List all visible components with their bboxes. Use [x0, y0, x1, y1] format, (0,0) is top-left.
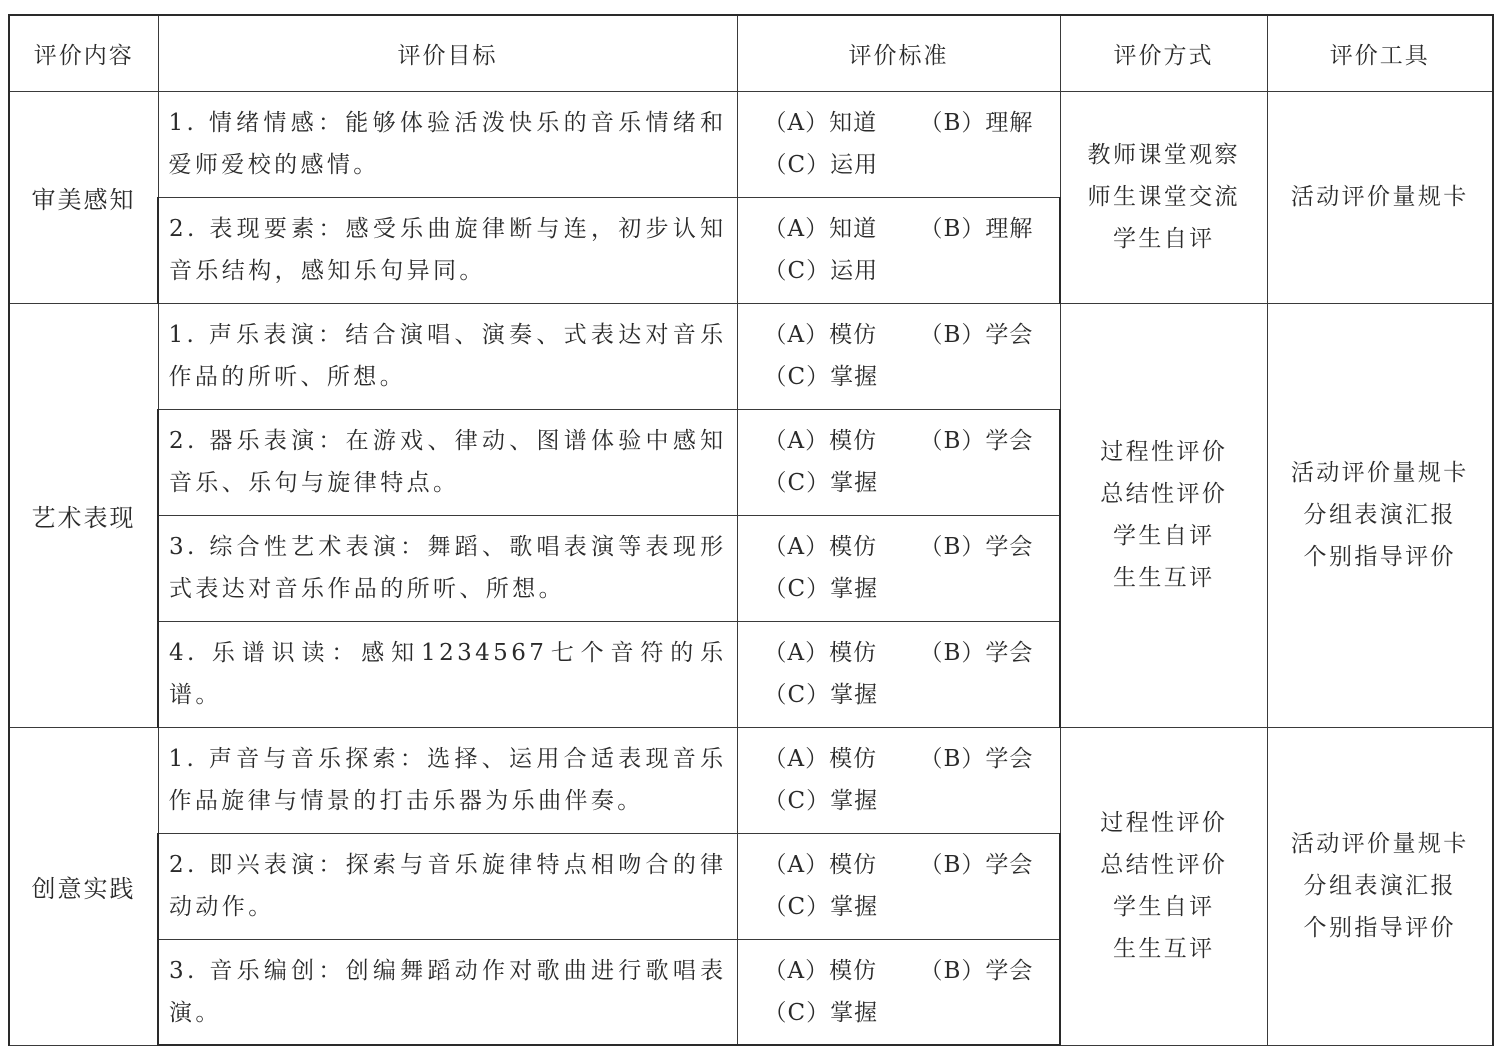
- standard-c: （C）掌握: [763, 682, 879, 708]
- standard-cell: [737, 727, 1060, 833]
- standard-c: （C）掌握: [763, 576, 879, 602]
- tool-item: 活动评价量规卡: [1290, 460, 1469, 486]
- header-content: 评价内容: [9, 15, 158, 91]
- table-row: [9, 303, 1493, 409]
- header-method: 评价方式: [1060, 15, 1267, 91]
- tool-item: 分组表演汇报: [1303, 502, 1456, 528]
- method-item: 总结性评价: [1100, 481, 1228, 507]
- tool-cell: [1267, 91, 1493, 303]
- header-row: [9, 15, 1493, 91]
- goal-cell: 1. 情绪情感：能够体验活泼快乐的音乐情绪和爱师爱校的感情。: [158, 91, 737, 197]
- standard-a: （A）模仿: [763, 322, 878, 348]
- header-tool: 评价工具: [1267, 15, 1493, 91]
- table-row: [9, 91, 1493, 197]
- standard-b: （B）学会: [919, 534, 1034, 560]
- tool-item: 个别指导评价: [1303, 544, 1456, 570]
- goal-cell: 4. 乐谱识读：感知1234567七个音符的乐谱。: [158, 621, 737, 727]
- standard-b: （B）学会: [919, 746, 1034, 772]
- standard-a: （A）模仿: [763, 640, 878, 666]
- tool-cell: [1267, 303, 1493, 727]
- goal-cell: 2. 即兴表演：探索与音乐旋律特点相吻合的律动动作。: [158, 833, 737, 939]
- standard-c: （C）运用: [763, 152, 879, 178]
- standard-a: （A）模仿: [763, 746, 878, 772]
- standard-b: （B）学会: [919, 957, 1034, 984]
- standard-cell: [737, 515, 1060, 621]
- tool-item: 个别指导评价: [1303, 915, 1456, 941]
- category-performance: 艺术表现: [9, 303, 158, 727]
- goal-cell: 2. 器乐表演：在游戏、律动、图谱体验中感知音乐、乐句与旋律特点。: [158, 409, 737, 515]
- method-item: 学生自评: [1112, 226, 1215, 252]
- table-row: [9, 727, 1493, 833]
- standard-c: （C）掌握: [763, 788, 879, 814]
- method-item: 师生课堂交流: [1087, 184, 1240, 210]
- standard-cell: [737, 621, 1060, 727]
- evaluation-table: [8, 14, 1494, 1046]
- standard-a: （A）知道: [763, 110, 878, 136]
- method-item: 生生互评: [1112, 565, 1215, 591]
- standard-a: （A）模仿: [763, 534, 878, 560]
- goal-cell: 1. 声乐表演：结合演唱、演奏、式表达对音乐作品的所听、所想。: [158, 303, 737, 409]
- standard-b: （B）学会: [919, 428, 1034, 454]
- standard-a: （A）模仿: [763, 957, 878, 984]
- category-creative: 创意实践: [9, 727, 158, 1045]
- method-cell: [1060, 91, 1267, 303]
- tool-item: 分组表演汇报: [1303, 873, 1456, 899]
- standard-b: （B）学会: [919, 322, 1034, 348]
- goal-cell: 3. 综合性艺术表演：舞蹈、歌唱表演等表现形式表达对音乐作品的所听、所想。: [158, 515, 737, 621]
- standard-c: （C）掌握: [763, 364, 879, 390]
- method-item: 生生互评: [1112, 936, 1215, 962]
- standard-cell: [737, 91, 1060, 197]
- standard-cell: [737, 833, 1060, 939]
- standard-a: （A）模仿: [763, 852, 878, 878]
- standard-c: （C）掌握: [763, 999, 879, 1026]
- standard-b: （B）学会: [919, 640, 1034, 666]
- standard-b: （B）理解: [919, 110, 1034, 136]
- standard-c: （C）掌握: [763, 470, 879, 496]
- method-item: 学生自评: [1112, 894, 1215, 920]
- goal-cell: 1. 声音与音乐探索：选择、运用合适表现音乐作品旋律与情景的打击乐器为乐曲伴奏。: [158, 727, 737, 833]
- standard-b: （B）学会: [919, 852, 1034, 878]
- tool-item: 活动评价量规卡: [1290, 831, 1469, 857]
- method-item: 教师课堂观察: [1087, 142, 1240, 168]
- standard-cell: [737, 409, 1060, 515]
- method-item: 总结性评价: [1100, 852, 1228, 878]
- standard-a: （A）模仿: [763, 428, 878, 454]
- standard-cell: [737, 939, 1060, 1045]
- tool-cell: [1267, 727, 1493, 1045]
- category-aesthetic: 审美感知: [9, 91, 158, 303]
- tool-item: 活动评价量规卡: [1290, 184, 1469, 210]
- method-item: 过程性评价: [1100, 810, 1228, 836]
- standard-c: （C）运用: [763, 258, 879, 284]
- standard-cell: [737, 197, 1060, 303]
- goal-cell: 2. 表现要素：感受乐曲旋律断与连，初步认知音乐结构，感知乐句异同。: [158, 197, 737, 303]
- goal-cell: 3. 音乐编创：创编舞蹈动作对歌曲进行歌唱表演。: [158, 939, 737, 1045]
- standard-a: （A）知道: [763, 216, 878, 242]
- standard-b: （B）理解: [919, 216, 1034, 242]
- header-standard: 评价标准: [737, 15, 1060, 91]
- method-item: 过程性评价: [1100, 439, 1228, 465]
- standard-cell: [737, 303, 1060, 409]
- method-item: 学生自评: [1112, 523, 1215, 549]
- method-cell: [1060, 303, 1267, 727]
- standard-c: （C）掌握: [763, 894, 879, 920]
- method-cell: [1060, 727, 1267, 1045]
- header-goal: 评价目标: [158, 15, 737, 91]
